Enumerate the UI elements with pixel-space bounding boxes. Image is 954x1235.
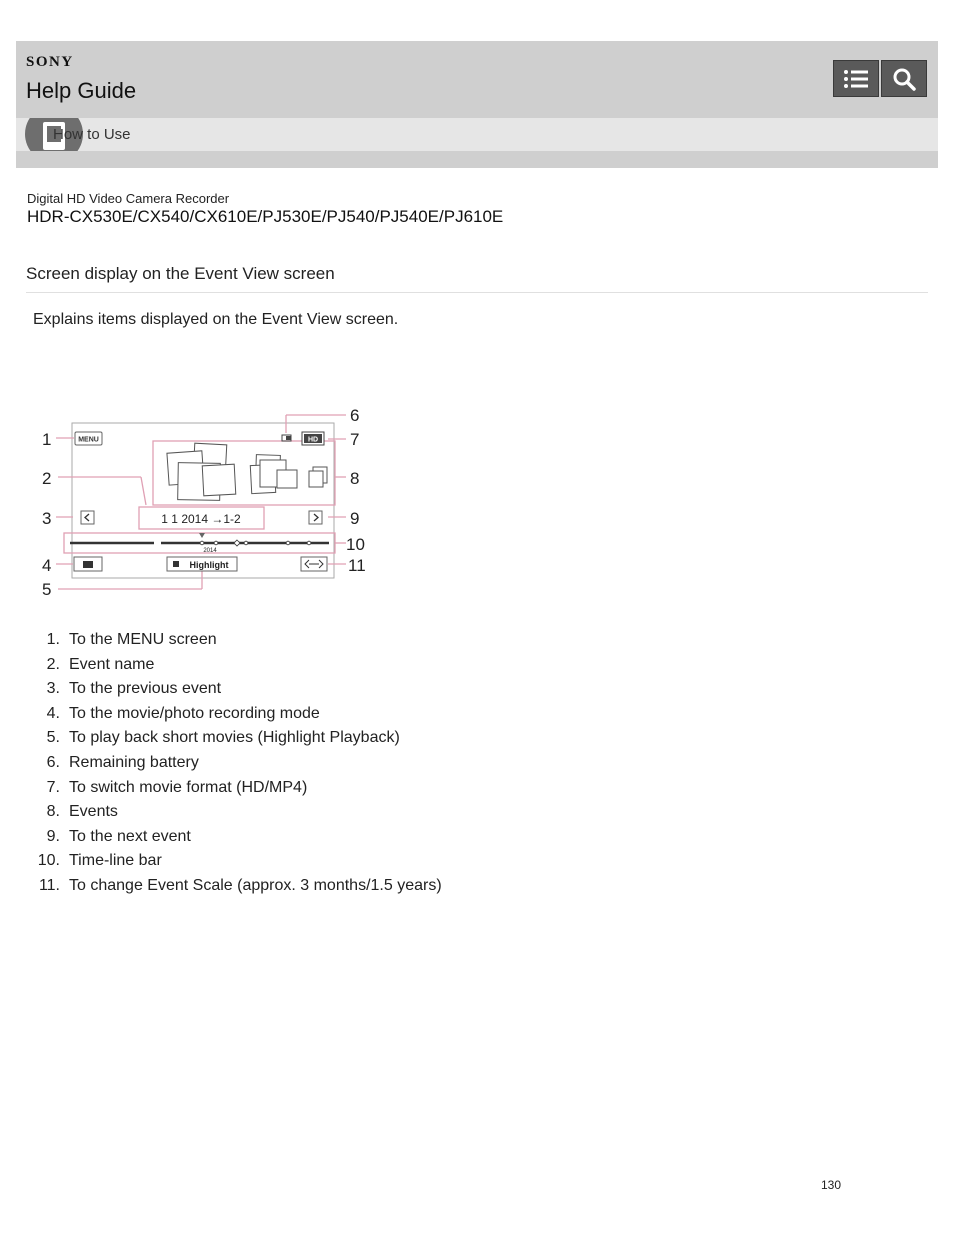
list-icon xyxy=(843,69,869,89)
callout-5: 5 xyxy=(42,580,52,599)
callout-3: 3 xyxy=(42,509,52,528)
callout-10: 10 xyxy=(346,535,365,554)
list-item: 4. To the movie/photo recording mode xyxy=(46,704,320,722)
list-item: 2. Event name xyxy=(46,655,155,673)
callout-1: 1 xyxy=(42,430,52,449)
page-number: 130 xyxy=(821,1178,842,1192)
list-item: 10. Time-line bar xyxy=(37,852,162,870)
list-item: 11. To change Event Scale (approx. 3 months/1.5 years) xyxy=(38,876,442,894)
guide-title[interactable]: Help Guide xyxy=(26,78,137,103)
callout-2: 2 xyxy=(42,469,52,488)
title-divider xyxy=(26,292,928,293)
item-list xyxy=(30,630,442,901)
product-models: HDR-CX530E/CX540/CX610E/PJ530E/PJ540/PJ540E/PJ610E xyxy=(27,207,504,226)
subnav-bar xyxy=(16,118,938,151)
next-event-button-illustration xyxy=(309,511,322,524)
callout-9: 9 xyxy=(350,509,360,528)
intro-text: Explains items displayed on the Event View screen. xyxy=(33,311,399,328)
diagram-event-name: 1 1 2014 →1-2 xyxy=(161,512,241,526)
callout-11: 11 xyxy=(348,556,366,575)
header-bar xyxy=(16,41,938,118)
page-title: Screen display on the Event View screen xyxy=(26,264,335,283)
search-button[interactable] xyxy=(881,60,927,97)
search-icon xyxy=(892,67,916,91)
list-item: 7. To switch movie format (HD/MP4) xyxy=(46,778,308,796)
subnav-bottom-bar xyxy=(16,151,938,168)
list-item: 8. Events xyxy=(46,803,118,821)
list-item: 6. Remaining battery xyxy=(46,753,199,771)
callout-7: 7 xyxy=(350,430,360,449)
list-item: 9. To the next event xyxy=(46,827,191,845)
list-item: 5. To play back short movies (Highlight Playback) xyxy=(46,729,400,747)
callout-4: 4 xyxy=(42,556,52,575)
prev-event-button-illustration xyxy=(81,511,94,524)
diagram-year-label: 2014 xyxy=(203,548,217,554)
diagram-menu-label: MENU xyxy=(78,436,99,444)
product-category: Digital HD Video Camera Recorder xyxy=(27,191,230,206)
event-view-diagram xyxy=(28,400,373,600)
toc-button[interactable] xyxy=(833,60,879,97)
list-item: 1. To the MENU screen xyxy=(46,631,217,648)
diagram-format-label: HD xyxy=(307,436,319,444)
diagram-highlight-label: Highlight xyxy=(189,560,229,570)
subnav-how-to-use[interactable]: How to Use xyxy=(53,126,131,143)
brand-logo: SONY xyxy=(26,54,74,70)
list-item: 3. To the previous event xyxy=(46,680,222,698)
callout-6: 6 xyxy=(350,406,360,425)
callout-8: 8 xyxy=(350,469,360,488)
